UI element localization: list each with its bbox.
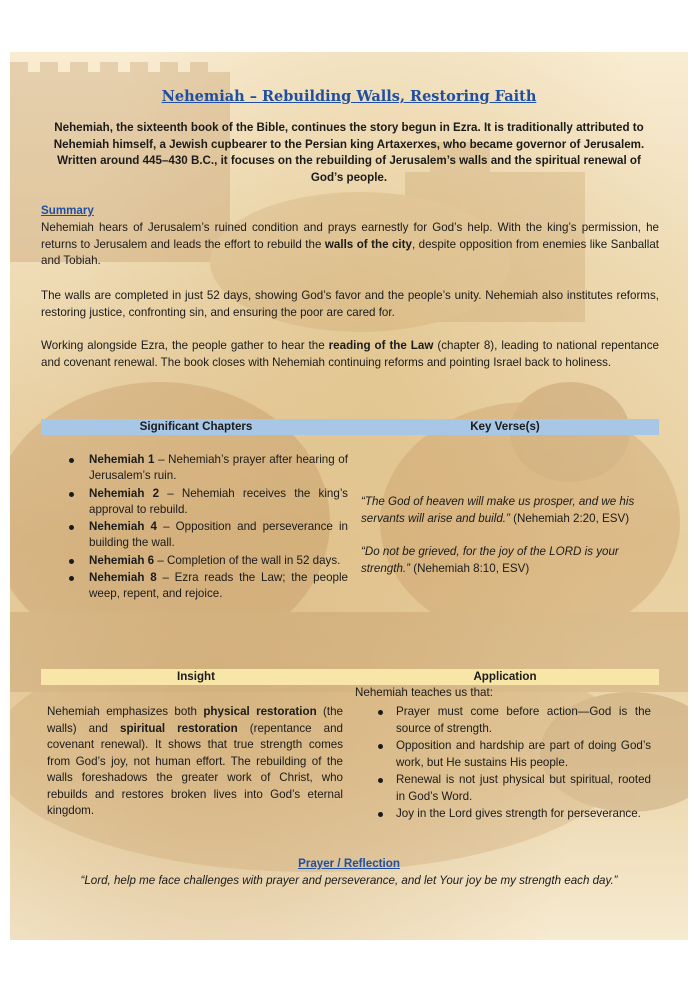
- list-item: Renewal is not just physical but spiritual, rooted in God’s Word.: [377, 772, 651, 805]
- prayer-heading: Prayer / Reflection: [298, 857, 400, 870]
- chapters-header-bar: Significant Chapters: [41, 419, 351, 435]
- insight-header-bar: Insight: [41, 669, 351, 685]
- list-item: Opposition and hardship are part of doing God’s work, but He sustains His people.: [377, 738, 651, 771]
- application-lead: Nehemiah teaches us that:: [355, 686, 493, 699]
- application-header-bar: Application: [351, 669, 659, 685]
- list-item: Nehemiah 1 – Nehemiah’s prayer after hearing of Jerusalem’s ruin.: [68, 452, 348, 485]
- document-page: [10, 52, 688, 940]
- intro-paragraph: Nehemiah, the sixteenth book of the Bible, continues the story begun in Ezra. It is traditionally attributed to Nehemiah himself, a Jewish cupbearer to the Persian king Artaxerxes, who became governor of Jerusalem. Written around 445–430 B.C., it focuses on the rebuilding of Jerusalem’s walls and the spiritual renewal of God’s people.: [53, 121, 645, 184]
- list-item: Nehemiah 4 – Opposition and perseverance in building the wall.: [68, 519, 348, 552]
- list-item: Nehemiah 6 – Completion of the wall in 52 days.: [68, 553, 348, 569]
- key-verse-2: “Do not be grieved, for the joy of the LORD is your strength.” (Nehemiah 8:10, ESV): [361, 545, 619, 575]
- summary-heading: Summary: [41, 204, 94, 217]
- summary-paragraph-3: Working alongside Ezra, the people gather to hear the reading of the Law (chapter 8), leading to national repentance and covenant renewal. The book closes with Nehemiah continuing reforms and pointing Israel back to holiness.: [41, 339, 660, 369]
- application-list: [377, 704, 651, 824]
- page-title: Nehemiah – Rebuilding Walls, Restoring Faith: [161, 88, 537, 105]
- list-item: Joy in the Lord gives strength for perseverance.: [377, 806, 651, 823]
- chapters-list: [68, 452, 348, 604]
- verses-header-bar: Key Verse(s): [351, 419, 659, 435]
- list-item: Nehemiah 8 – Ezra reads the Law; the people weep, repent, and rejoice.: [68, 570, 348, 603]
- summary-paragraph-2: The walls are completed in just 52 days, showing God’s favor and the people’s unity. Nehemiah also institutes reforms, restoring justice, confronting sin, and ensuring the poor are cared for.: [41, 289, 659, 319]
- prayer-text: “Lord, help me face challenges with prayer and perseverance, and let Your joy be my strength each day.”: [80, 874, 618, 887]
- key-verse-1: “The God of heaven will make us prosper, and we his servants will arise and build.” (Nehemiah 2:20, ESV): [361, 495, 635, 525]
- insight-paragraph: Nehemiah emphasizes both physical restoration (the walls) and spiritual restoration (repentance and covenant renewal). It shows that true strength comes from God’s joy, not human effort. The rebuilding of the walls foreshadows the greater work of Christ, who rebuilds and restores broken lives into God’s eternal kingdom.: [47, 705, 343, 817]
- list-item: Nehemiah 2 – Nehemiah receives the king’s approval to rebuild.: [68, 486, 348, 519]
- summary-paragraph-1: Nehemiah hears of Jerusalem’s ruined condition and prays earnestly for God’s help. With the king’s permission, he returns to Jerusalem and leads the effort to rebuild the walls of the city, despite opposition from enemies like Sanballat and Tobiah.: [41, 221, 659, 267]
- list-item: Prayer must come before action—God is the source of strength.: [377, 704, 651, 737]
